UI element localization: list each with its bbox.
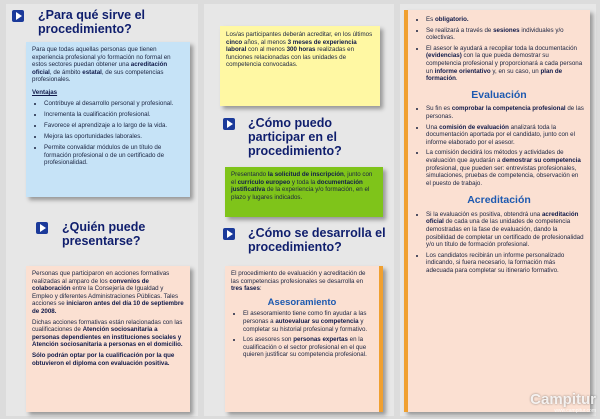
development-box (225, 266, 383, 412)
list-item: • Los candidatos recibirán un informe personalizado indicando, si fuera necesario, la formación más adecuada para completar su itinerario formativo. (426, 252, 584, 275)
requirements-box (220, 26, 380, 106)
who-text-1: Personas que participaron en acciones formativas realizadas al amparo de los convenios de colaboración entre la Consejería de Igualdad y Empleo y diferentes Administraciones Públicas. Tales acciones se iniciaron antes del día 10 de septiembre de 2008. (32, 270, 184, 315)
ventajas-label: Ventajas (32, 88, 58, 96)
acreditacion-heading: Acreditación (467, 194, 531, 207)
list-item: • Se realizará a través de sesiones individuales y/o colectivas. (426, 27, 584, 42)
evaluacion-list (414, 105, 584, 187)
list-item: • Su fin es comprobar la competencia profesional de las personas. (426, 105, 584, 120)
purpose-text: Para que todas aquellas personas que tienen experiencia profesional y/o formación no formal en estos sectores puedan obtener una acreditación oficial, de ámbito estatal, de sus competencias profesionales. (32, 46, 171, 84)
dev-text: El procedimiento de evaluación y acreditación de las competencias profesionales se desarrolla en tres fases: (231, 270, 366, 293)
list-item: • Una comisión de evaluación analizará toda la documentación aportada por el candidato, junto con el informe elaborado por el asesor. (426, 124, 584, 147)
who-text-3: Sólo podrán optar por la cualificación por la que obtuvieron el diploma con evaluación positiva. (32, 351, 175, 367)
asesoramiento-list (231, 310, 373, 359)
who-box (26, 266, 190, 412)
development-accent-bar (379, 266, 383, 412)
arrow-icon (12, 10, 24, 22)
how-box (225, 167, 383, 217)
arrow-icon (223, 118, 235, 130)
who-title: ¿Quién puede presentarse? (62, 220, 146, 248)
evaluacion-heading: Evaluación (471, 88, 527, 101)
list-item: • El asesor le ayudará a recopilar toda la documentación (evidencias) con la que pueda demostrar su competencia profesional y proporcionará a cada persona un informe orientativo y, en su caso, un plan de formación. (426, 45, 584, 83)
campitur-watermark (500, 392, 596, 414)
arrow-icon (36, 222, 48, 234)
phases-box (404, 10, 590, 412)
list-item: • Permite convalidar módulos de un título de formación profesional o de un certificado de profesionalidad. (44, 144, 184, 167)
asesoramiento-details (414, 16, 584, 83)
how-text: Presentando la solicitud de inscripción, junto con el currículo europeo y toda la documentación justificativa de la experiencia y/o formación, en el plazo y lugares indicados. (231, 171, 373, 201)
list-item: • Contribuye al desarrollo personal y profesional. (44, 100, 184, 108)
asesoramiento-heading: Asesoramiento (267, 296, 337, 308)
purpose-box (26, 42, 190, 197)
list-item: • Mejora las oportunidades laborales. (44, 133, 184, 141)
list-item: • Es obligatorio. (426, 16, 584, 24)
requirements-text: Los/as participantes deberán acreditar, en los últimos cinco años, al menos 3 meses de experiencia laboral con al menos 300 horas realizadas en funciones relacionadas con las unidades de competencia convocadas. (226, 31, 373, 69)
who-text-2: Dichas acciones formativas están relacionadas con las cualificaciones de Atención sociosanitaria a personas dependientes en instituciones sociales y Atención sociosanitaria a personas en el domicilio. (32, 318, 183, 349)
watermark-url: www.campitur.com (554, 408, 596, 414)
list-item: • El asesoramiento tiene como fin ayudar a las personas a autoevaluar su competencia y completar su historial profesional y formativo. (243, 310, 373, 333)
left-title: ¿Para qué sirve el procedimiento? (38, 8, 146, 36)
list-item: • Los asesores son personas expertas en la cualificación o el sector profesional en el que quieren justificar su competencia profesional. (243, 336, 373, 359)
list-item: • Si la evaluación es positiva, obtendrá una acreditación oficial de cada una de las unidades de competencia demostradas en la fase de evaluación, dando la posibilidad de completar un certificado de profesionalidad y/o un título de formación profesional. (426, 211, 584, 249)
dev-title: ¿Cómo se desarrolla el procedimiento? (248, 226, 386, 254)
list-item: • Incrementa la cualificación profesional. (44, 111, 184, 119)
phases-accent-bar (404, 10, 408, 412)
ventajas-list (32, 100, 184, 167)
arrow-icon (223, 228, 235, 240)
how-title: ¿Cómo puedo participar en el procedimiento? (248, 116, 342, 158)
list-item: • La comisión decidirá los métodos y actividades de evaluación que ayudarán a demostrar su competencia profesional, que pueden ser: entrevistas profesionales, simulaciones, pruebas de competencia, observación en el puesto de trabajo. (426, 149, 584, 187)
list-item: • Favorece el aprendizaje a lo largo de la vida. (44, 122, 184, 130)
acreditacion-list (414, 211, 584, 275)
watermark-logo-text: Campitur (530, 391, 596, 408)
